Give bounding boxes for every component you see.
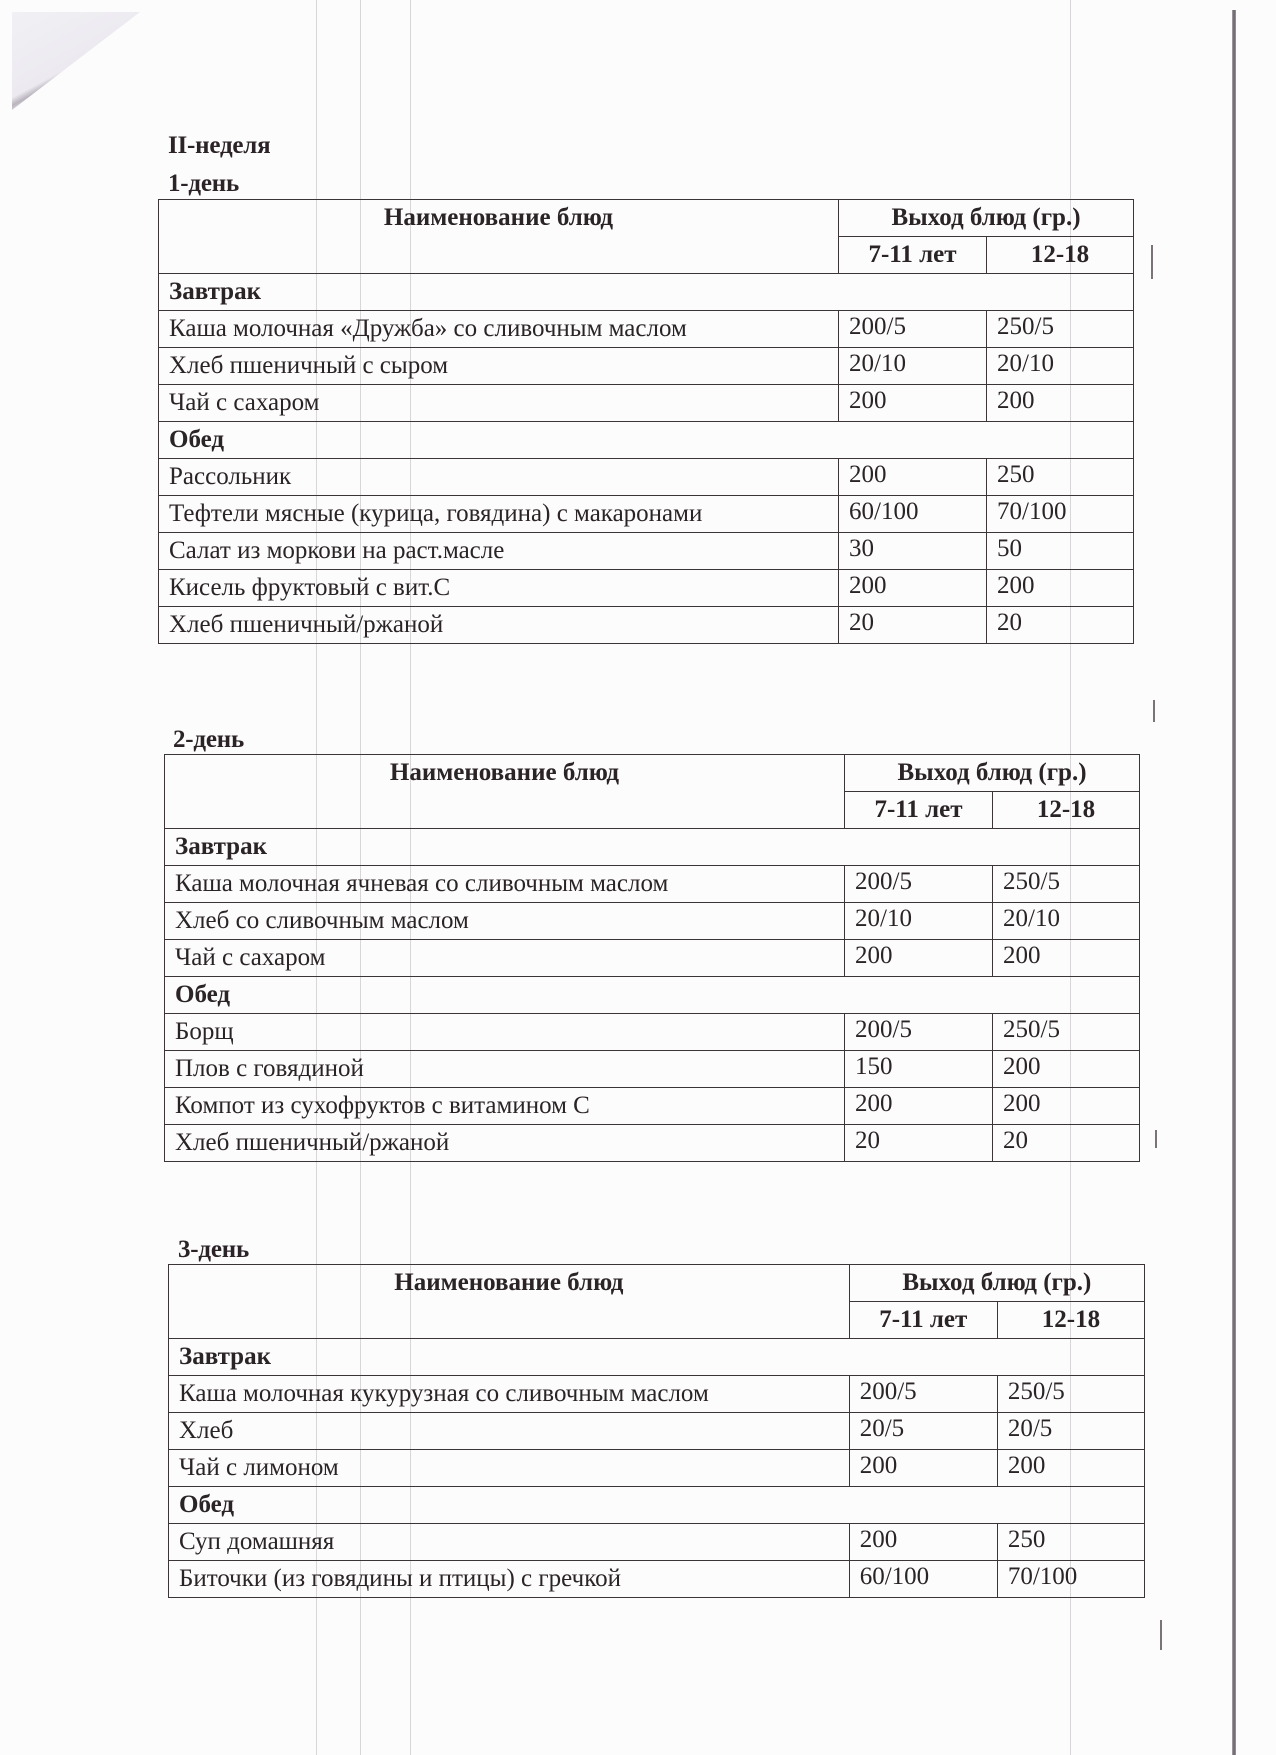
yield-12-18-cell: 250/5 [993,1014,1140,1051]
table-row [159,496,1134,533]
yield-7-11-cell: 20 [839,607,987,644]
yield-12-18-cell: 20 [987,607,1134,644]
day-title: 3-день [178,1236,249,1263]
column-header-yield: Выход блюд (гр.) [845,755,1140,792]
dish-name-cell: Хлеб [169,1413,850,1450]
table-row [169,1376,1145,1413]
scan-mark [1153,700,1155,722]
dish-name-cell: Хлеб пшеничный/ржаной [159,607,839,644]
meal-title: Обед [165,977,1140,1014]
yield-7-11-cell: 60/100 [839,496,987,533]
dish-name-cell: Хлеб со сливочным маслом [165,903,845,940]
table-row [165,1014,1140,1051]
scan-edge-line [1232,10,1236,1755]
table-row [165,1088,1140,1125]
dish-name-cell: Каша молочная ячневая со сливочным маслом [165,866,845,903]
meal-row [159,422,1134,459]
yield-12-18-cell: 250 [997,1524,1144,1561]
dish-name-cell: Каша молочная «Дружба» со сливочным маслом [159,311,839,348]
dish-name-cell: Каша молочная кукурузная со сливочным маслом [169,1376,850,1413]
dish-name-cell: Чай с сахаром [159,385,839,422]
meal-title: Завтрак [165,829,1140,866]
dish-name-cell: Чай с лимоном [169,1450,850,1487]
table-row [165,1051,1140,1088]
table-row [159,311,1134,348]
yield-12-18-cell: 20 [993,1125,1140,1162]
yield-12-18-cell: 200 [993,1088,1140,1125]
dish-name-cell: Суп домашняя [169,1524,850,1561]
menu-table [168,1264,1145,1598]
column-header-dish-name: Наименование блюд [169,1265,850,1339]
dish-name-cell: Тефтели мясные (курица, говядина) с макаронами [159,496,839,533]
yield-7-11-cell: 200/5 [845,1014,993,1051]
dish-name-cell: Борщ [165,1014,845,1051]
yield-12-18-cell: 20/10 [987,348,1134,385]
yield-7-11-cell: 200 [839,570,987,607]
dish-name-cell: Рассольник [159,459,839,496]
scan-mark [1151,245,1153,279]
table-row [159,348,1134,385]
meal-title: Обед [159,422,1134,459]
yield-12-18-cell: 70/100 [987,496,1134,533]
table-row [169,1450,1145,1487]
meal-title: Завтрак [169,1339,1145,1376]
meal-row [169,1487,1145,1524]
table-row [159,570,1134,607]
meal-row [165,977,1140,1014]
yield-12-18-cell: 50 [987,533,1134,570]
dish-name-cell: Кисель фруктовый с вит.С [159,570,839,607]
meal-row [159,274,1134,311]
yield-12-18-cell: 250 [987,459,1134,496]
header-row [159,200,1134,237]
menu-table [164,754,1140,1162]
menu-table [158,199,1134,644]
yield-7-11-cell: 200 [849,1524,997,1561]
table-row [159,459,1134,496]
meal-title: Завтрак [159,274,1134,311]
yield-12-18-cell: 250/5 [997,1376,1144,1413]
yield-12-18-cell: 200 [997,1450,1144,1487]
dish-name-cell: Салат из моркови на раст.масле [159,533,839,570]
dish-name-cell: Плов с говядиной [165,1051,845,1088]
yield-7-11-cell: 150 [845,1051,993,1088]
table-row [159,607,1134,644]
column-header-age-12-18: 12-18 [993,792,1140,829]
yield-7-11-cell: 20/5 [849,1413,997,1450]
dish-name-cell: Чай с сахаром [165,940,845,977]
yield-7-11-cell: 200 [839,385,987,422]
week-title: II-неделя [168,132,271,159]
scan-mark [1160,1620,1162,1650]
yield-7-11-cell: 200/5 [849,1376,997,1413]
column-header-yield: Выход блюд (гр.) [849,1265,1144,1302]
yield-12-18-cell: 200 [993,1051,1140,1088]
yield-7-11-cell: 20/10 [839,348,987,385]
yield-7-11-cell: 200 [845,1088,993,1125]
scan-mark [1155,1130,1157,1148]
table-row [169,1524,1145,1561]
dish-name-cell: Биточки (из говядины и птицы) с гречкой [169,1561,850,1598]
column-header-age-7-11: 7-11 лет [849,1302,997,1339]
yield-7-11-cell: 200/5 [845,866,993,903]
meal-row [165,829,1140,866]
column-header-age-7-11: 7-11 лет [845,792,993,829]
table-row [159,385,1134,422]
table-row [165,1125,1140,1162]
dish-name-cell: Компот из сухофруктов с витамином С [165,1088,845,1125]
yield-12-18-cell: 250/5 [993,866,1140,903]
table-row [169,1413,1145,1450]
yield-12-18-cell: 200 [987,570,1134,607]
header-row [169,1265,1145,1302]
yield-7-11-cell: 200 [839,459,987,496]
yield-7-11-cell: 200/5 [839,311,987,348]
yield-7-11-cell: 200 [845,940,993,977]
yield-7-11-cell: 20 [845,1125,993,1162]
header-row [165,755,1140,792]
yield-12-18-cell: 250/5 [987,311,1134,348]
column-header-yield: Выход блюд (гр.) [839,200,1134,237]
table-row [165,903,1140,940]
table-row [165,940,1140,977]
yield-12-18-cell: 20/5 [997,1413,1144,1450]
column-header-dish-name: Наименование блюд [159,200,839,274]
day-title: 1-день [168,170,239,197]
day-title: 2-день [173,726,244,753]
table-row [169,1561,1145,1598]
table-row [159,533,1134,570]
table-row [165,866,1140,903]
dish-name-cell: Хлеб пшеничный с сыром [159,348,839,385]
meal-title: Обед [169,1487,1145,1524]
dish-name-cell: Хлеб пшеничный/ржаной [165,1125,845,1162]
column-header-age-7-11: 7-11 лет [839,237,987,274]
yield-7-11-cell: 200 [849,1450,997,1487]
yield-12-18-cell: 70/100 [997,1561,1144,1598]
column-header-age-12-18: 12-18 [987,237,1134,274]
column-header-age-12-18: 12-18 [997,1302,1144,1339]
yield-12-18-cell: 20/10 [993,903,1140,940]
yield-7-11-cell: 60/100 [849,1561,997,1598]
meal-row [169,1339,1145,1376]
yield-7-11-cell: 30 [839,533,987,570]
column-header-dish-name: Наименование блюд [165,755,845,829]
yield-7-11-cell: 20/10 [845,903,993,940]
yield-12-18-cell: 200 [987,385,1134,422]
paper-fold-corner [0,0,150,120]
yield-12-18-cell: 200 [993,940,1140,977]
